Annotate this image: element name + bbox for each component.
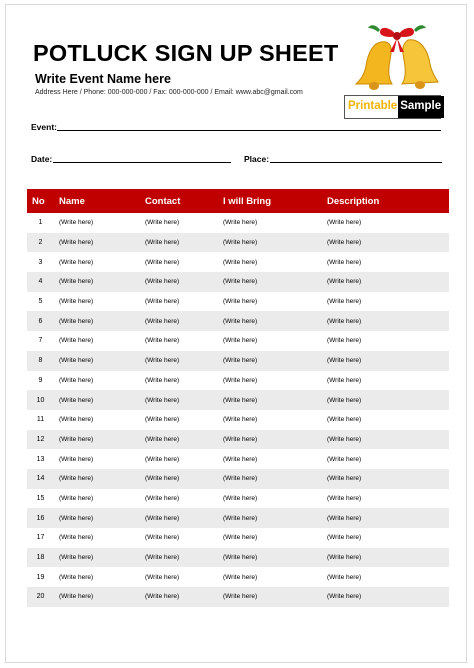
description-cell[interactable]: (Write here) — [322, 213, 449, 233]
row-number: 1 — [27, 213, 54, 233]
bring-cell[interactable]: (Write here) — [218, 272, 322, 292]
bring-cell[interactable]: (Write here) — [218, 548, 322, 568]
description-cell[interactable]: (Write here) — [322, 489, 449, 509]
name-cell[interactable]: (Write here) — [54, 567, 140, 587]
name-cell[interactable]: (Write here) — [54, 587, 140, 607]
bring-cell[interactable]: (Write here) — [218, 292, 322, 312]
christmas-bells-icon — [350, 22, 440, 100]
contact-cell[interactable]: (Write here) — [140, 311, 218, 331]
contact-cell[interactable]: (Write here) — [140, 351, 218, 371]
bring-cell[interactable]: (Write here) — [218, 390, 322, 410]
printable-sample-logo — [344, 95, 441, 119]
table-row — [27, 567, 449, 587]
name-cell[interactable]: (Write here) — [54, 233, 140, 253]
description-cell[interactable]: (Write here) — [322, 449, 449, 469]
event-label: Event: — [31, 122, 57, 132]
date-label: Date: — [31, 154, 53, 164]
table-row — [27, 489, 449, 509]
name-cell[interactable]: (Write here) — [54, 410, 140, 430]
table-row — [27, 252, 449, 272]
description-cell[interactable]: (Write here) — [322, 508, 449, 528]
description-cell[interactable]: (Write here) — [322, 430, 449, 450]
table-row — [27, 390, 449, 410]
name-cell[interactable]: (Write here) — [54, 252, 140, 272]
row-number: 7 — [27, 331, 54, 351]
name-cell[interactable]: (Write here) — [54, 331, 140, 351]
contact-cell[interactable]: (Write here) — [140, 449, 218, 469]
row-number: 5 — [27, 292, 54, 312]
contact-cell[interactable]: (Write here) — [140, 292, 218, 312]
description-cell[interactable]: (Write here) — [322, 567, 449, 587]
name-cell[interactable]: (Write here) — [54, 508, 140, 528]
description-cell[interactable]: (Write here) — [322, 469, 449, 489]
bring-cell[interactable]: (Write here) — [218, 410, 322, 430]
description-cell[interactable]: (Write here) — [322, 548, 449, 568]
name-cell[interactable]: (Write here) — [54, 469, 140, 489]
table-row — [27, 233, 449, 253]
column-header-no: No — [27, 189, 54, 213]
contact-cell[interactable]: (Write here) — [140, 567, 218, 587]
event-field[interactable] — [57, 130, 441, 131]
column-header-contact: Contact — [140, 189, 218, 213]
name-cell[interactable]: (Write here) — [54, 430, 140, 450]
column-header-description: Description — [322, 189, 449, 213]
row-number: 8 — [27, 351, 54, 371]
table-row — [27, 272, 449, 292]
table-row — [27, 587, 449, 607]
contact-cell[interactable]: (Write here) — [140, 331, 218, 351]
row-number: 3 — [27, 252, 54, 272]
contact-cell[interactable]: (Write here) — [140, 587, 218, 607]
row-number: 2 — [27, 233, 54, 253]
bring-cell[interactable]: (Write here) — [218, 213, 322, 233]
row-number: 11 — [27, 410, 54, 430]
table-row — [27, 331, 449, 351]
contact-cell[interactable]: (Write here) — [140, 390, 218, 410]
table-row — [27, 371, 449, 391]
row-number: 16 — [27, 508, 54, 528]
description-cell[interactable]: (Write here) — [322, 587, 449, 607]
bring-cell[interactable]: (Write here) — [218, 430, 322, 450]
contact-cell[interactable]: (Write here) — [140, 469, 218, 489]
row-number: 6 — [27, 311, 54, 331]
table-row — [27, 469, 449, 489]
potluck-table — [27, 189, 449, 607]
bring-cell[interactable]: (Write here) — [218, 528, 322, 548]
description-cell[interactable]: (Write here) — [322, 233, 449, 253]
event-name-heading: Write Event Name here — [35, 72, 171, 86]
bring-cell[interactable]: (Write here) — [218, 351, 322, 371]
contact-cell[interactable]: (Write here) — [140, 213, 218, 233]
column-header-name: Name — [54, 189, 140, 213]
table-row — [27, 351, 449, 371]
contact-cell[interactable]: (Write here) — [140, 233, 218, 253]
place-field[interactable] — [270, 162, 442, 163]
row-number: 13 — [27, 449, 54, 469]
row-number: 9 — [27, 371, 54, 391]
name-cell[interactable]: (Write here) — [54, 272, 140, 292]
contact-cell[interactable]: (Write here) — [140, 430, 218, 450]
bring-cell[interactable]: (Write here) — [218, 587, 322, 607]
table-row — [27, 410, 449, 430]
contact-cell[interactable]: (Write here) — [140, 528, 218, 548]
contact-cell[interactable]: (Write here) — [140, 548, 218, 568]
description-cell[interactable]: (Write here) — [322, 311, 449, 331]
table-row — [27, 548, 449, 568]
column-header-bring: I will Bring — [218, 189, 322, 213]
row-number: 4 — [27, 272, 54, 292]
row-number: 12 — [27, 430, 54, 450]
contact-cell[interactable]: (Write here) — [140, 508, 218, 528]
page-title: POTLUCK SIGN UP SHEET — [33, 40, 339, 66]
description-cell[interactable]: (Write here) — [322, 252, 449, 272]
bring-cell[interactable]: (Write here) — [218, 567, 322, 587]
table-row — [27, 213, 449, 233]
description-cell[interactable]: (Write here) — [322, 371, 449, 391]
row-number: 18 — [27, 548, 54, 568]
name-cell[interactable]: (Write here) — [54, 351, 140, 371]
description-cell[interactable]: (Write here) — [322, 351, 449, 371]
description-cell[interactable]: (Write here) — [322, 390, 449, 410]
table-header-row — [27, 189, 449, 213]
name-cell[interactable]: (Write here) — [54, 292, 140, 312]
description-cell[interactable]: (Write here) — [322, 410, 449, 430]
name-cell[interactable]: (Write here) — [54, 449, 140, 469]
table-row — [27, 292, 449, 312]
row-number: 15 — [27, 489, 54, 509]
logo-text-printable: Printable — [348, 100, 398, 112]
name-cell[interactable]: (Write here) — [54, 548, 140, 568]
bring-cell[interactable]: (Write here) — [218, 233, 322, 253]
description-cell[interactable]: (Write here) — [322, 272, 449, 292]
date-field[interactable] — [53, 162, 231, 163]
contact-cell[interactable]: (Write here) — [140, 272, 218, 292]
bring-cell[interactable]: (Write here) — [218, 449, 322, 469]
logo-text-sample: Sample — [398, 96, 444, 118]
contact-cell[interactable]: (Write here) — [140, 371, 218, 391]
name-cell[interactable]: (Write here) — [54, 390, 140, 410]
table-row — [27, 311, 449, 331]
name-cell[interactable]: (Write here) — [54, 371, 140, 391]
name-cell[interactable]: (Write here) — [54, 213, 140, 233]
table-row — [27, 508, 449, 528]
bring-cell[interactable]: (Write here) — [218, 508, 322, 528]
contact-cell[interactable]: (Write here) — [140, 489, 218, 509]
row-number: 19 — [27, 567, 54, 587]
bring-cell[interactable]: (Write here) — [218, 331, 322, 351]
table-row — [27, 528, 449, 548]
bring-cell[interactable]: (Write here) — [218, 371, 322, 391]
name-cell[interactable]: (Write here) — [54, 489, 140, 509]
description-cell[interactable]: (Write here) — [322, 292, 449, 312]
row-number: 14 — [27, 469, 54, 489]
bring-cell[interactable]: (Write here) — [218, 252, 322, 272]
contact-cell[interactable]: (Write here) — [140, 252, 218, 272]
row-number: 10 — [27, 390, 54, 410]
bring-cell[interactable]: (Write here) — [218, 469, 322, 489]
description-cell[interactable]: (Write here) — [322, 331, 449, 351]
bring-cell[interactable]: (Write here) — [218, 311, 322, 331]
row-number: 20 — [27, 587, 54, 607]
table-row — [27, 449, 449, 469]
name-cell[interactable]: (Write here) — [54, 528, 140, 548]
table-row — [27, 430, 449, 450]
bring-cell[interactable]: (Write here) — [218, 489, 322, 509]
place-label: Place: — [244, 154, 270, 164]
name-cell[interactable]: (Write here) — [54, 311, 140, 331]
row-number: 17 — [27, 528, 54, 548]
contact-cell[interactable]: (Write here) — [140, 410, 218, 430]
description-cell[interactable]: (Write here) — [322, 528, 449, 548]
contact-info-line: Address Here / Phone: 000-000-000 / Fax: 000-000-000 / Email: www.abc@gmail.com — [35, 89, 303, 96]
